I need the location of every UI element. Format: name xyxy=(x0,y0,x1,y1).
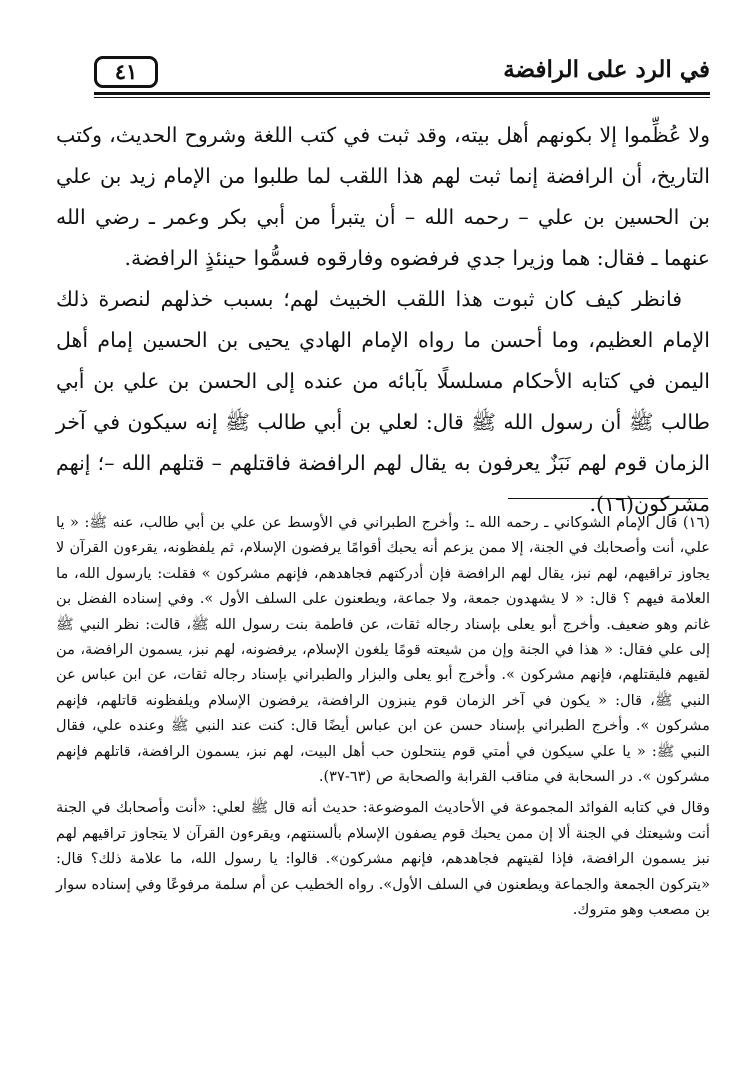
footnote-continuation: وقال في كتابه الفوائد المجموعة في الأحاديث الموضوعة: حديث أنه قال ﷺ لعلي: «أنت وأصحابك في الجنة أنت وشيعتك في الجنة ألا إن ممن يحبك قوم يصفون الإسلام بألسنتهم، ويقرءون القرآن لا يتجاوز تراقيهم لهم نبز يسمون الرافضة، فإذا لقيتهم فجاهدهم، فإنهم مشركون». قالوا: يا رسول الله، ما علامة ذلك؟ قال: «يتركون الجمعة والجماعة ويطعنون في السلف الأول». رواه الخطيب عن أم سلمة مرفوعًا وفي إسناده سوار بن مصعب وهو متروك. xyxy=(56,799,710,919)
footnotes xyxy=(56,510,710,923)
header-rule-thin xyxy=(94,97,710,98)
footnote-separator xyxy=(508,498,708,499)
footnote-16: (١٦) قال الإمام الشوكاني ـ رحمه الله ـ: وأخرج الطبراني في الأوسط عن علي بن أبي طالب، عنه ﷺ: « يا علي، أنت وأصحابك في الجنة، إلا ممن يزعم أنه يحبك أقوامًا يرفضون الإسلام، ثم يلفظونه، يقرءون القرآن لا يجاوز تراقيهم، لهم نبز، يقال لهم الرافضة فإن أدركتهم فجاهدهم، فإنهم مشركون » فقلت: يارسول الله، ما العلامة فيهم ؟ قال: « لا يشهدون جمعة، ولا جماعة، ويطعنون على السلف الأول ». وفي إسناده الفضل بن غانم وهو ضعيف. وأخرج أبو يعلى بإسناد رجاله ثقات، عن فاطمة بنت رسول الله ﷺ، قالت: نظر النبي ﷺ إلى علي فقال: « هذا في الجنة وإن من شيعته قومًا يلغون الإسلام، يرفضونه، لهم نبز، يسمون الرافضة، من لقيهم فليقتلهم، فإنهم مشركون ». وأخرج أبو يعلى والبزار والطبراني بإسناد رجاله ثقات، عن ابن عباس عن النبي ﷺ، قال: « يكون في آخر الزمان قوم ينبزون الرافضة، يرفضون الإسلام ويلفظونه قاتلهم، فإنهم مشركون ». وأخرج الطبراني بإسناد حسن عن ابن عباس أيضًا قال: كنت عند النبي ﷺ وعنده علي، فقال النبي ﷺ: « يا علي سيكون في أمتي قوم ينتحلون حب أهل البيت، لهم نبز، يسمون الرافضة، قاتلهم فإنهم مشركون ». در السحابة في مناقب القرابة والصحابة ص (٦٣-٣٧). xyxy=(56,514,710,786)
body-paragraph: ولا عُظِّموا إلا بكونهم أهل بيته، وقد ثبت في كتب اللغة وشروح الحديث، وكتب التاريخ، أن الرافضة إنما ثبت لهم هذا اللقب لما طلبوا من الإمام زيد بن علي بن الحسين بن علي – رحمه الله – أن يتبرأ من أبي بكر وعمر ـ رضي الله عنهما ـ فقال: هما وزيرا جدي فرفضوه وفارقوه فسمُّوا حينئذٍ الرافضة. xyxy=(56,123,710,270)
running-title: في الرد على الرافضة xyxy=(503,56,710,83)
main-text xyxy=(56,115,710,525)
page-number-badge: ٤١ xyxy=(94,56,158,88)
body-paragraph: فانظر كيف كان ثبوت هذا اللقب الخبيث لهم؛ بسبب خذلهم لنصرة ذلك الإمام العظيم، وما أحسن ما رواه الإمام الهادي يحيى بن الحسين إمام أهل اليمن في كتابه الأحكام مسلسلًا بآبائه من عنده إلى الحسن بن علي بن أبي طالب ﷺ أن رسول الله ﷺ قال: لعلي بن أبي طالب ﷺ إنه سيكون في آخر الزمان قوم لهم نَبَزٌ يعرفون به يقال لهم الرافضة فاقتلهم – قتلهم الله –؛ إنهم مشركون(١٦). xyxy=(56,287,710,516)
header-rule-thick xyxy=(94,92,710,95)
running-header xyxy=(94,52,710,98)
